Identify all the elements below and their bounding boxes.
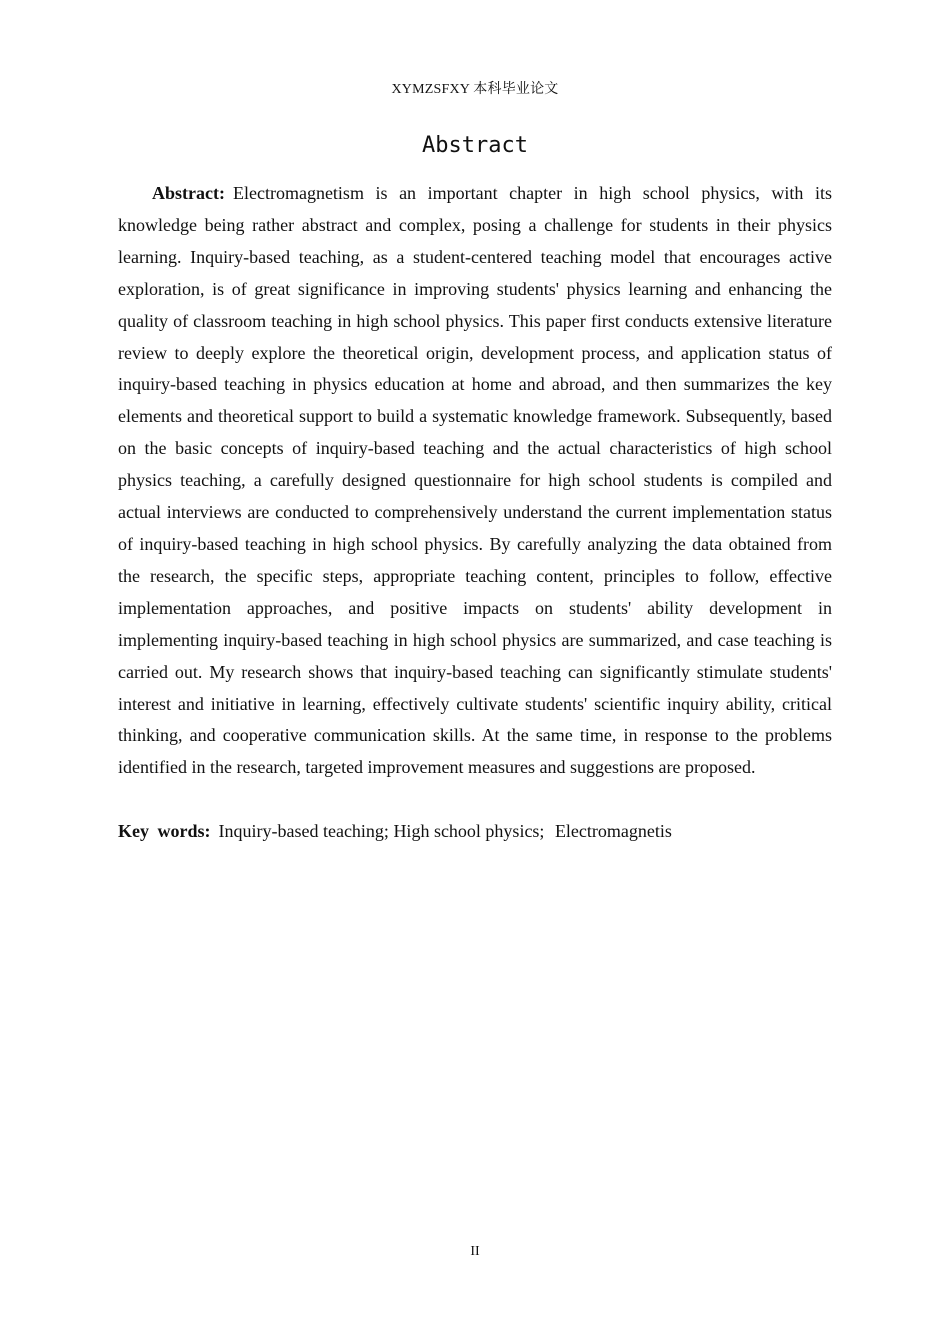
keyword-item: Electromagnetis	[554, 821, 672, 841]
keywords-label: Key words:	[118, 821, 211, 841]
abstract-label: Abstract:	[152, 183, 225, 203]
abstract-title: Abstract	[422, 133, 528, 158]
keyword-item: High school physics;	[393, 821, 545, 841]
abstract-text: Electromagnetism is an important chapter in high school physics, with its knowledge being rather abstract and complex, posing a challenge for students in their physics learning. Inquiry-based teaching, as a student-centered teaching model that encourages active exploration, is of great significance in improving students' physics learning and enhancing the quality of classroom teaching in high school physics. This paper first conducts extensive literature review to deeply explore the theoretical origin, development process, and application status of inquiry-based teaching in physics education at home and abroad, and then summarizes the key elements and theoretical support to build a systematic knowledge framework. Subsequently, based on the basic concepts of inquiry-based teaching and the actual characteristics of high school physics teaching, a carefully designed questionnaire for high school students is compiled and actual interviews are conducted to comprehensively understand the current implementation status of inquiry-based teaching in high school physics. By carefully analyzing the data obtained from the research, the specific steps, appropriate teaching content, principles to follow, effective implementation approaches, and positive impacts on students' ability development in implementing inquiry-based teaching in high school physics are summarized, and case teaching is carried out. My research shows that inquiry-based teaching can significantly stimulate students' interest and initiative in learning, effectively cultivate students' scientific inquiry ability, critical thinking, and cooperative communication skills. At the same time, in response to the problems identified in the research, targeted improvement measures and suggestions are proposed.	[118, 183, 832, 778]
abstract-paragraph	[118, 178, 832, 784]
page-number: II	[470, 1244, 480, 1259]
page-header: XYMZSFXY 本科毕业论文	[391, 82, 559, 97]
keyword-item: Inquiry-based teaching;	[218, 821, 389, 841]
keywords-line	[118, 816, 832, 848]
